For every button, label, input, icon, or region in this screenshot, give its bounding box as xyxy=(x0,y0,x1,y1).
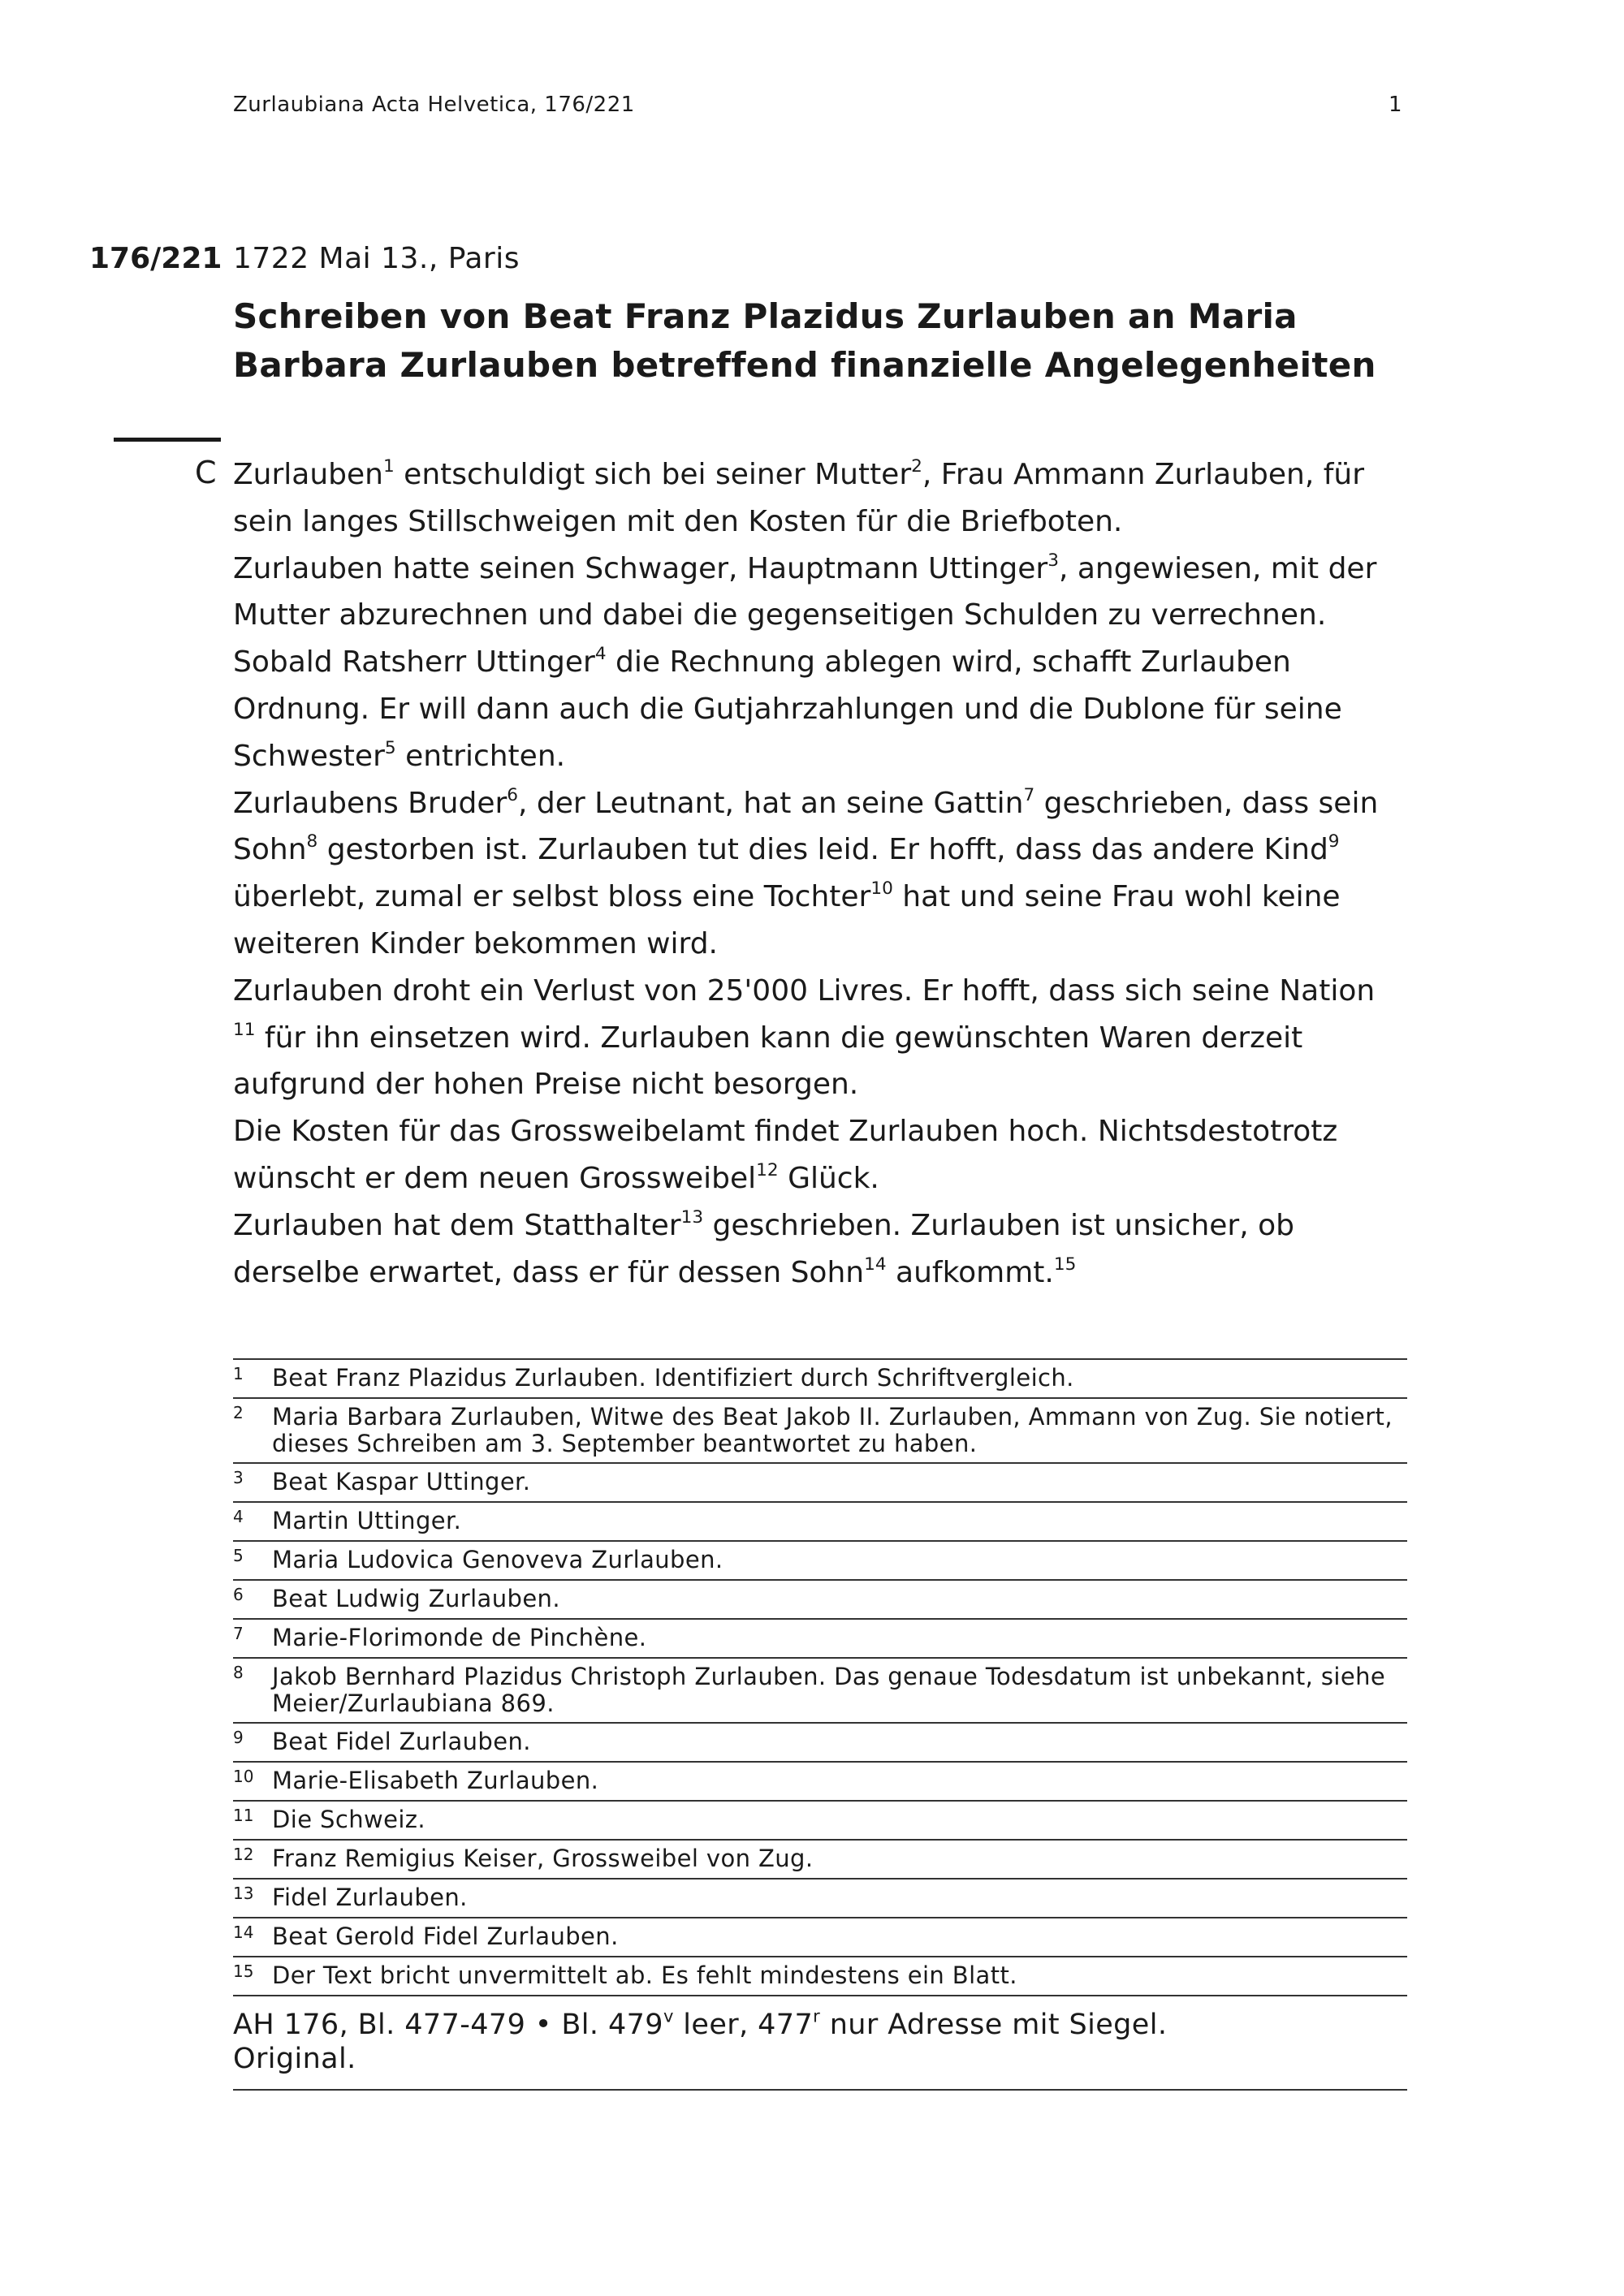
margin-rule xyxy=(114,438,221,442)
footnote-ref: 14 xyxy=(864,1254,887,1275)
regest-text-run: überlebt, zumal er selbst bloss eine Tochter xyxy=(233,880,871,914)
footnote-text: Marie-Elisabeth Zurlauben. xyxy=(272,1767,599,1794)
footnote-row xyxy=(233,1880,1407,1918)
footnote-row xyxy=(233,1724,1407,1763)
source-sup-1: v xyxy=(663,2006,674,2026)
footnote-ref: 2 xyxy=(911,455,922,477)
regest-text-run: Glück. xyxy=(778,1161,879,1195)
regest-text-run: entschuldigt sich bei seiner Mutter xyxy=(394,458,912,491)
running-header xyxy=(233,93,1402,117)
footnote-number: 10 xyxy=(233,1767,254,1786)
footnote-number: 14 xyxy=(233,1923,254,1942)
regest-text-run: , angewiesen, mit der Mutter abzurechnen und dabei die gegenseitigen Schulden zu verrechnen. Sobald Ratsherr Uttinger xyxy=(233,551,1377,680)
footnote-text: Maria Ludovica Genoveva Zurlauben. xyxy=(272,1546,723,1573)
footnote-row xyxy=(233,1503,1407,1542)
footnote-ref: 4 xyxy=(594,644,607,665)
footnote-row xyxy=(233,1802,1407,1841)
regest-text-run: Zurlauben hatte seinen Schwager, Hauptmann Uttinger xyxy=(233,551,1048,585)
footnote-number: 5 xyxy=(233,1546,244,1565)
footnote-number: 3 xyxy=(233,1468,244,1487)
footnote-text: Der Text bricht unvermittelt ab. Es fehlt mindestens ein Blatt. xyxy=(272,1962,1017,1989)
footnote-number: 12 xyxy=(233,1845,254,1864)
footnote-ref: 15 xyxy=(1053,1254,1077,1275)
regest-text-run: , Frau Ammann Zurlauben, für sein langes Stillschweigen mit den Kosten für die Briefboten. xyxy=(233,458,1365,538)
regest-text-run: Zurlauben droht ein Verlust von 25'000 Livres. Er hofft, dass sich seine Nation xyxy=(233,973,1376,1008)
source-type: Original. xyxy=(233,2043,356,2075)
source-line xyxy=(233,2008,1407,2042)
footnote-ref: 6 xyxy=(507,784,519,805)
footnote-text: Beat Ludwig Zurlauben. xyxy=(272,1585,560,1612)
footnote-number: 7 xyxy=(233,1624,244,1643)
footnote-ref: 8 xyxy=(306,831,318,852)
regest-text-run: hat und seine Frau wohl keine weiteren Kinder bekommen wird. xyxy=(233,880,1341,960)
footnote-ref: 7 xyxy=(1023,784,1035,805)
footnote-row xyxy=(233,1659,1407,1724)
footnote-text: Die Schweiz. xyxy=(272,1806,426,1833)
regest-text-run: Zurlauben xyxy=(233,458,383,491)
footnote-ref: 13 xyxy=(680,1206,704,1228)
footnote-text: Beat Fidel Zurlauben. xyxy=(272,1728,531,1755)
footnote-row xyxy=(233,1957,1407,1996)
regest-text-run: gestorben ist. Zurlauben tut dies leid. Er hofft, dass das andere Kind xyxy=(317,833,1328,867)
footnote-ref: 1 xyxy=(382,455,395,477)
regest-paragraph xyxy=(233,780,1402,968)
document-number: 176/221 xyxy=(89,242,222,275)
footnote-number: 9 xyxy=(233,1728,244,1747)
footnote-ref: 11 xyxy=(233,1019,256,1040)
footnote-number: 2 xyxy=(233,1403,244,1422)
document-title: Schreiben von Beat Franz Plazidus Zurlauben an Maria Barbara Zurlauben betreffend finanzielle Angelegenheiten xyxy=(233,296,1376,385)
footnote-text: Beat Franz Plazidus Zurlauben. Identifiziert durch Schriftvergleich. xyxy=(272,1364,1074,1392)
footnote-ref: 12 xyxy=(756,1159,779,1180)
footnote-ref: 3 xyxy=(1047,550,1059,571)
regest-paragraph xyxy=(233,451,1402,546)
footnote-row xyxy=(233,1918,1407,1957)
regest-paragraph xyxy=(233,546,1402,780)
footnotes xyxy=(233,1358,1407,2091)
footnote-number: 1 xyxy=(233,1364,244,1383)
date-place: 1722 Mai 13., Paris xyxy=(233,242,520,275)
regest-text-run: die Rechnung ablegen wird, schafft Zurlauben Ordnung. Er will dann auch die Gutjahrzahlungen und die Dublone für seine Schwester xyxy=(233,645,1342,773)
regest-text xyxy=(233,451,1402,1296)
regest-paragraph xyxy=(233,1108,1402,1202)
footnote-text: Maria Barbara Zurlauben, Witwe des Beat Jakob II. Zurlauben, Ammann von Zug. Sie notiert, dieses Schreiben am 3. September beantwortet zu haben. xyxy=(272,1403,1393,1457)
footnote-text: Beat Gerold Fidel Zurlauben. xyxy=(272,1923,619,1950)
footnote-text: Marie-Florimonde de Pinchène. xyxy=(272,1624,647,1651)
regest-text-run: entrichten. xyxy=(395,739,566,773)
footnote-number: 13 xyxy=(233,1884,254,1903)
footnote-ref: 9 xyxy=(1328,831,1340,852)
footnote-text: Beat Kaspar Uttinger. xyxy=(272,1468,531,1495)
footnote-row xyxy=(233,1399,1407,1464)
regest-paragraph xyxy=(233,968,1402,1108)
footnote-row xyxy=(233,1360,1407,1399)
footnote-number: 6 xyxy=(233,1585,244,1604)
regest-text-run: Zurlaubens Bruder xyxy=(233,786,508,820)
source-note xyxy=(233,1996,1407,2091)
page-number: 1 xyxy=(1388,93,1402,117)
footnote-text: Jakob Bernhard Plazidus Christoph Zurlauben. Das genaue Todesdatum ist unbekannt, siehe Meier/Zurlaubiana 869. xyxy=(272,1663,1386,1717)
regest-text-run: für ihn einsetzen wird. Zurlauben kann die gewünschten Waren derzeit aufgrund der hohen Preise nicht besorgen. xyxy=(233,1021,1303,1102)
margin-marker: C xyxy=(195,455,217,490)
regest-paragraph xyxy=(233,1202,1402,1297)
footnote-text: Franz Remigius Keiser, Grossweibel von Zug. xyxy=(272,1845,814,1872)
footnote-row xyxy=(233,1763,1407,1802)
regest-text-run: Zurlauben hat dem Statthalter xyxy=(233,1208,681,1242)
regest-text-run: , der Leutnant, hat an seine Gattin xyxy=(518,786,1024,820)
regest-text-run: aufkommt. xyxy=(886,1255,1054,1289)
source-part-1: AH 176, Bl. 477-479 • Bl. 479 xyxy=(233,2009,663,2041)
footnote-row xyxy=(233,1620,1407,1659)
footnote-text: Fidel Zurlauben. xyxy=(272,1884,468,1911)
footnote-row xyxy=(233,1841,1407,1880)
source-part-3: nur Adresse mit Siegel. xyxy=(820,2009,1168,2041)
footnote-text: Martin Uttinger. xyxy=(272,1507,462,1534)
footnote-number: 4 xyxy=(233,1507,244,1526)
source-sup-2: r xyxy=(813,2006,821,2026)
regest-text-run: geschrieben, dass sein Sohn xyxy=(233,786,1379,867)
regest-text-run: Die Kosten für das Grossweibelamt findet Zurlauben hoch. Nichtsdestotrotz wünscht er dem neuen Grossweibel xyxy=(233,1115,1338,1195)
regest-text-run: geschrieben. Zurlauben ist unsicher, ob derselbe erwartet, dass er für dessen Sohn xyxy=(233,1208,1294,1289)
source-part-2: leer, 477 xyxy=(673,2009,814,2041)
footnote-row xyxy=(233,1581,1407,1620)
footnote-number: 15 xyxy=(233,1962,254,1981)
footnote-ref: 10 xyxy=(870,878,893,900)
footnote-row xyxy=(233,1542,1407,1581)
footnote-number: 11 xyxy=(233,1806,254,1825)
footnote-row xyxy=(233,1464,1407,1503)
running-title: Zurlaubiana Acta Helvetica, 176/221 xyxy=(233,93,635,117)
footnote-number: 8 xyxy=(233,1663,244,1682)
footnote-ref: 5 xyxy=(384,737,396,758)
